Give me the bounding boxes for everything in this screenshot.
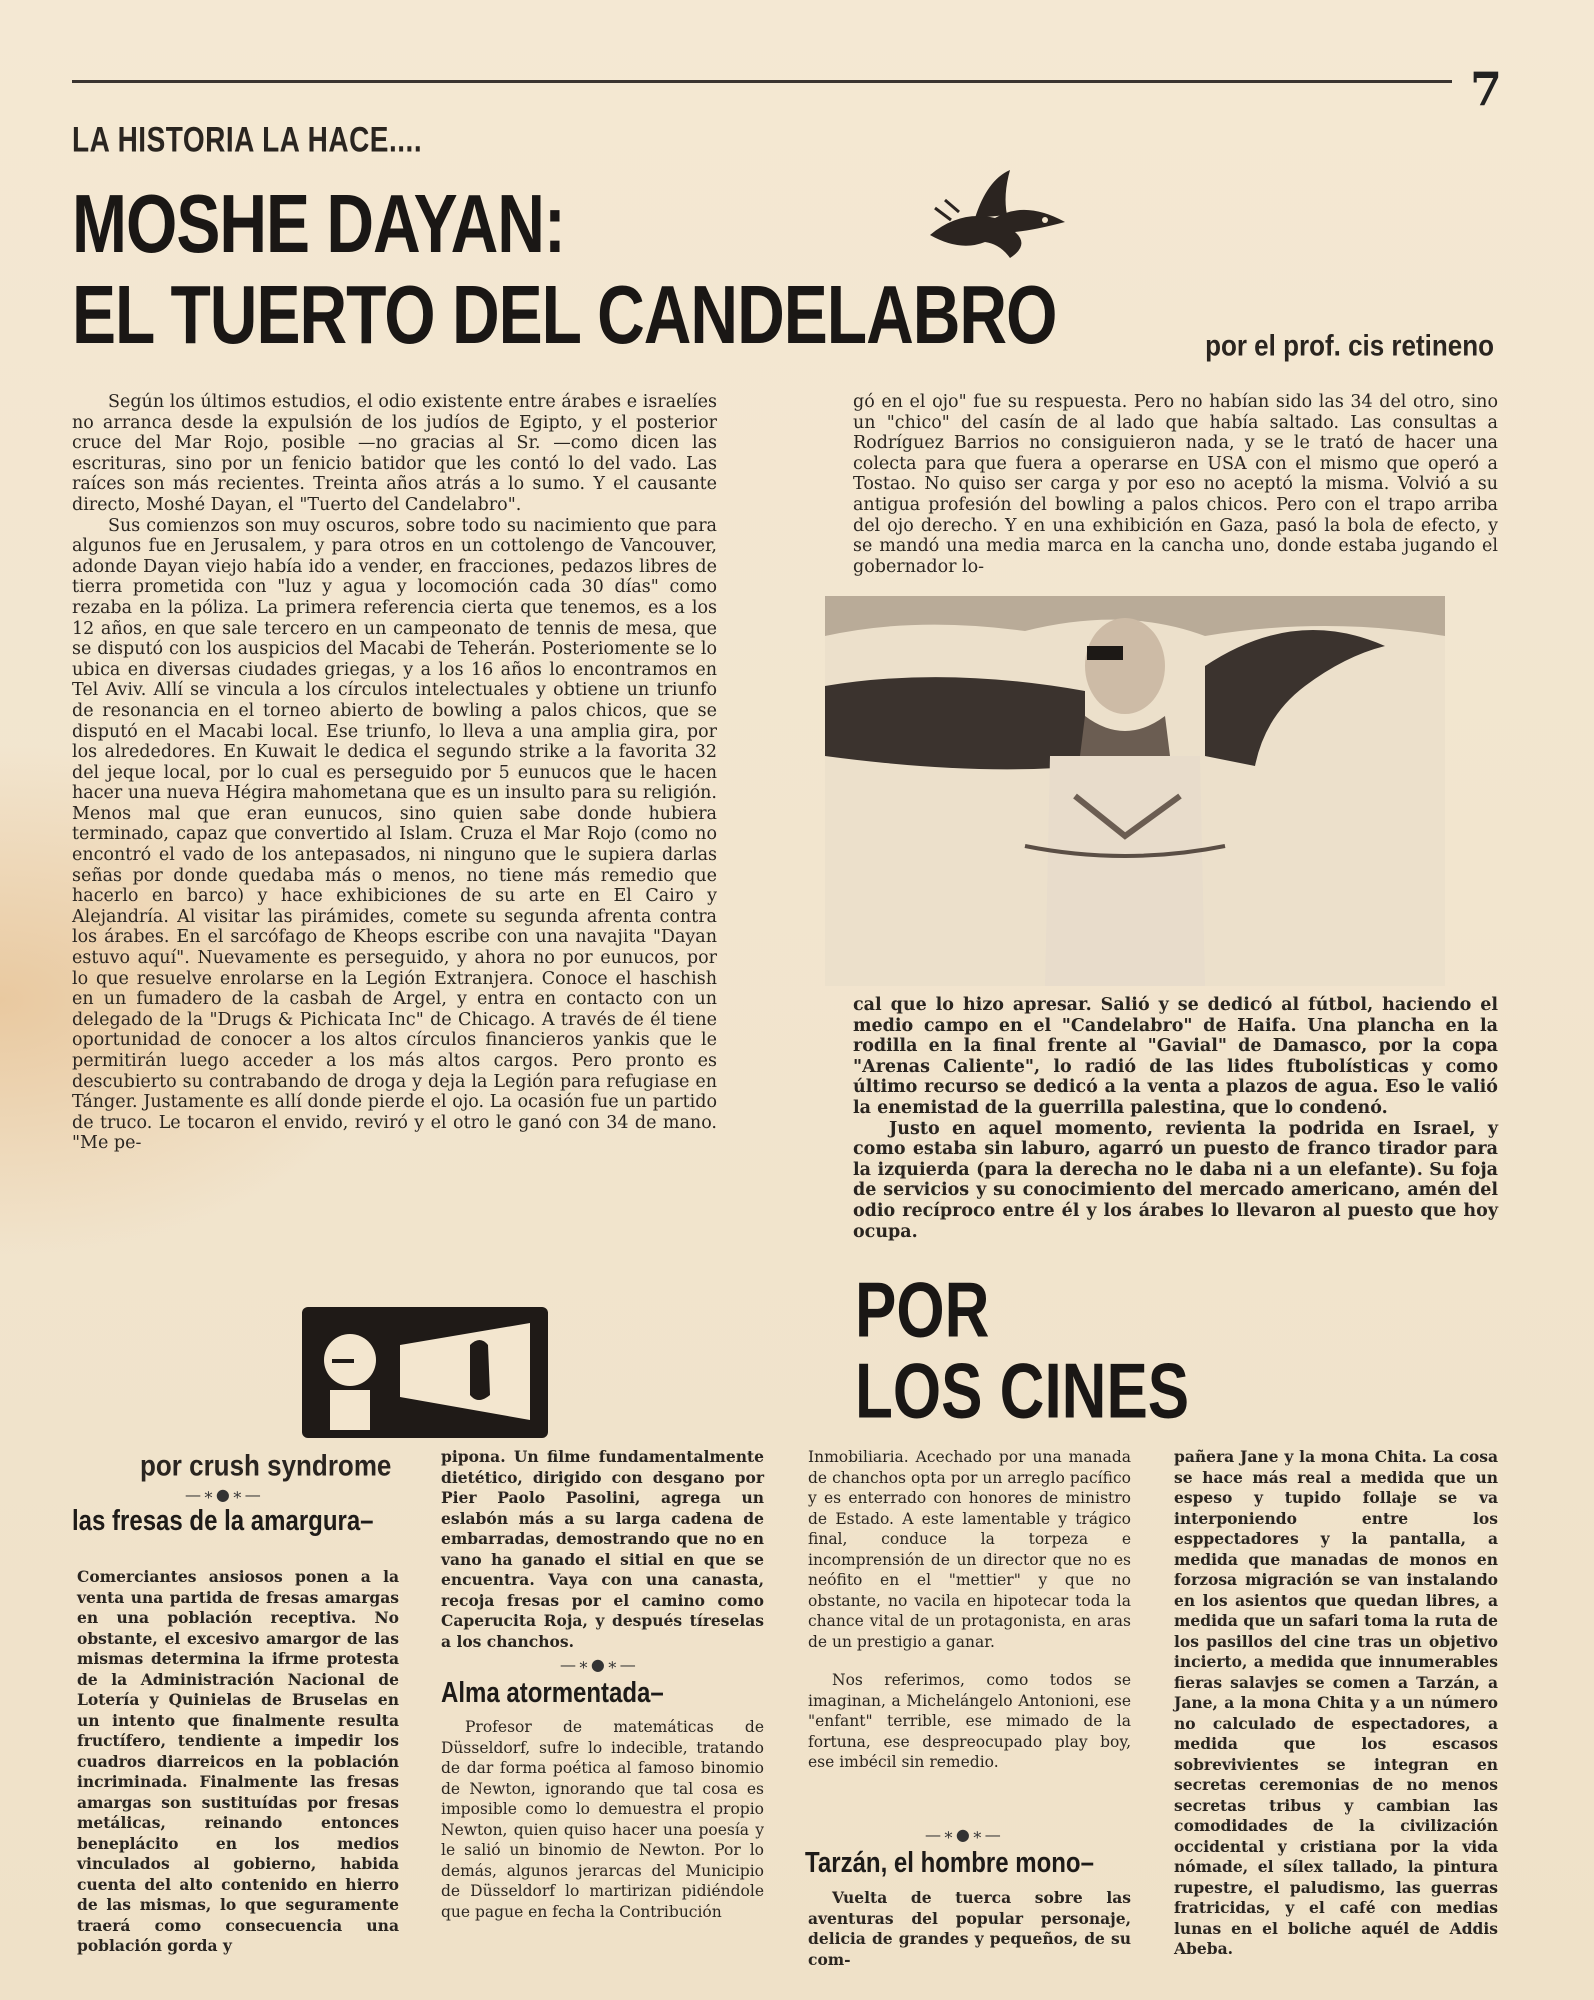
article-column-1 xyxy=(72,392,717,1154)
ornament: —∗●∗— xyxy=(185,1485,263,1504)
review-text: pañera Jane y la mona Chita. La cosa se hace más real a medida que un espeso y tupido follaje se va interponiendo entre los esppectadores y la pantalla, a medida que manadas de monos en forzosa migración se van instalando en los asientos que quedan libres, a medida que un safari toma la ruta de los pasillos del cine tras un objetivo incierto, a medida que innumerables fieras salavjes se comen a Tarzán, a Jane, a la mona Chita y a un número no calculado de espectadores, a medida que los escasos sobrevivientes se integran en secretas ceremonias de no menos secretas tribus y cambian las comodidades de la civilización occidental y cristiana por la vida nómade, el sílex tallado, la pintura rupestre, el paludismo, las guerras fratricidas, y el café con medias lunas en el boliche aquél de Addis Abeba. xyxy=(1174,1447,1498,1958)
article-paragraph: cal que lo hizo apresar. Salió y se dedicó al fútbol, haciendo el medio campo en el "Candelabro" de Haifa. Una plancha en la rodilla en la final frente al "Gavial" de Damasco, por la copa "Arenas Caliente", lo radió de las lides ftubolísticas y como último recurso se dedicó a la venta a plazos de agua. Eso le valió la enemistad de la guerrilla palestina, que lo condenó. xyxy=(853,995,1498,1118)
byline: por el prof. cis retineno xyxy=(1205,328,1494,363)
review-column-1 xyxy=(77,1567,399,1957)
ornament: —∗●∗— xyxy=(925,1825,1003,1844)
review-text: Profesor de matemáticas de Düsseldorf, sufre lo indecible, tratando de dar forma poética al famoso binomio de Newton, ignorando que tal cosa es imposible como lo demuestra el propio Newton, quien quiso hacer una poesía y le salió un binomio de Newton. Por lo demás, algunos jerarcas del Municipio de Düsseldorf lo martirizan pidiéndole que pague en fecha la Contribución xyxy=(441,1718,764,1921)
film-projector-icon xyxy=(300,1305,550,1440)
review-heading-tarzan: Tarzán, el hombre mono– xyxy=(805,1847,1094,1880)
cines-byline: por crush syndrome xyxy=(140,1448,392,1483)
review-column-2-bottom xyxy=(441,1717,764,1922)
review-text: Inmobiliaria. Acechado por una manada de chanchos opta por un arreglo pacífico y es enterrado con honores de ministro de Estado. A este lamentable y trágico final, conduce la torpeza e incomprensión de un director que no es neófito en el "mettier" y que no obstante, no vacila en hipotecar toda la chance vital de un protagonista, en aras de un prestigio a ganar. xyxy=(808,1448,1131,1651)
bird-illustration xyxy=(915,160,1075,270)
review-heading-alma: Alma atormentada– xyxy=(441,1677,664,1710)
cines-title-line-2: LOS CINES xyxy=(855,1348,1190,1436)
page-number: 7 xyxy=(1470,62,1503,116)
cines-title-line-1: POR xyxy=(855,1267,990,1354)
review-column-4 xyxy=(1174,1447,1498,1960)
article-paragraph: Según los últimos estudios, el odio existente entre árabes e israelíes no arranca desde la expulsión de los judíos de Egipto, y el posterior cruce del Mar Rojo, posible —no gracias al Sr. —como dicen las escrituras, sino por un fenicio batidor que les contó lo del vado. Las raíces son más recientes. Treinta años atrás a lo sumo. Y el causante directo, Moshé Dayan, el "Tuerto del Candelabro". xyxy=(72,392,717,515)
review-column-3-bottom xyxy=(808,1888,1131,1970)
kicker: LA HISTORIA LA HACE.... xyxy=(72,120,423,159)
review-text: Comerciantes ansiosos ponen a la venta una partida de fresas amargas en una población receptiva. No obstante, el excesivo amargor de las mismas determina la ifrme protesta de la Administración Nacional de Lotería y Quinielas de Bruselas en un intento que finalmente resulta fructífero, tendiente a impedir los cuadros diarreicos en la población incriminada. Finalmente las fresas amargas son sustituídas por fresas metálicas, reinando entonces beneplácito en los medios vinculados al gobierno, habida cuenta del alto contenido en hierro de las mismas, lo que seguramente traerá como consecuencia una población gorda y xyxy=(77,1567,399,1955)
headline-line-2: EL TUERTO DEL CANDELABRO xyxy=(72,267,1057,360)
article-column-2-bottom xyxy=(853,995,1498,1242)
review-column-2-top xyxy=(441,1447,764,1652)
review-text: pipona. Un filme fundamentalmente dietético, dirigido con desgano por Pier Paolo Pasolini, agrega un eslabón más a su larga cadena de embarradas, demostrando que no en vano ha ganado el sitial en que se encuentra. Vaya con una canasta, recoja fresas por el camino como Caperucita Roja, y después tíreselas a los chanchos. xyxy=(441,1447,764,1651)
article-column-2-top xyxy=(853,392,1498,577)
review-text: Vuelta de tuerca sobre las aventuras del popular personaje, delicia de grandes y pequeños, de su com- xyxy=(808,1888,1131,1969)
review-text: Nos referimos, como todos se imaginan, a Michelángelo Antonioni, ese "enfant" terrible, ese mimado de la fortuna, ese despreocupado play boy, ese imbécil sin remedio. xyxy=(808,1671,1131,1771)
article-paragraph: Sus comienzos son muy oscuros, sobre todo su nacimiento que para algunos fue en Jerusalem, y para otros en un cottolengo de Vancouver, adonde Dayan viejo había ido a vender, en fracciones, pedazos libres de tierra prometida con "luz y agua y locomoción cada 30 días" como rezaba en la póliza. La primera referencia cierta que tenemos, es a los 12 años, en que sale tercero en un campeonato de tennis de mesa, que se disputó con los auspicios del Macabi de Teherán. Posteriomente se lo ubica en diversas ciudades griegas, y a los 16 años lo encontramos en Tel Aviv. Allí se vincula a los círculos intelectuales y obtiene un triunfo de resonancia en el torneo abierto de bowling a palos chicos, que se disputó en el Macabi local. Ese triunfo, lo lleva a una amplia gira, por los alrededores. En Kuwait le dedica el segundo strike a la favorita 32 del jeque local, por lo cual es perseguido por 5 eunucos que le hacen hacer una nueva Hégira mahometana que es un insulto para su religión. Menos mal que eran eunucos, sino quien sabe donde hubiera terminado, capaz que convertido al Islam. Cruza el Mar Rojo (como no encontró el vado de los antepasados, ni ninguno que le supiera darlas señas por donde quedaba más o menos, no tiene más remedio que hacerlo en barco) y hace exhibiciones de su arte en El Cairo y Alejandría. Al visitar las pirámides, comete su segunda afrenta contra los árabes. En el sarcófago de Kheops escribe con una navajita "Dayan estuvo aquí". Nuevamente es perseguido, y ahora no por eunucos, por lo que resuelve enrolarse en la Legión Extranjera. Conoce el haschish en un fumadero de la casbah de Argel, y entra en contacto con un delegado de la "Drugs & Pichicata Inc" de Chicago. A través de él tiene oportunidad de conocer a los altos círculos financieros yankis que le permitirán luego acceder a los más altos cargos. Pero pronto es descubierto su contrabando de droga y deja la Legión para refugiase en Tánger. Justamente es allí donde pierde el ojo. La ocasión fue un partido de truco. Le tocaron el envido, reviró y el otro le ganó con 34 de mano. "Me pe- xyxy=(72,515,717,1154)
review-heading-fresas: las fresas de la amargura– xyxy=(72,1505,374,1538)
article-paragraph: gó en el ojo" fue su respuesta. Pero no habían sido las 34 del otro, sino un "chico" del casín de al lado que había saltado. Las consultas a Rodríguez Barrios no consiguieron nada, y se le trató de hacer una colecta para que fuera a operarse en USA con el mismo que operó a Tostao. No quiso ser carga y por eso no aceptó la misma. Volvió a su antigua profesión del bowling a palos chicos. Pero con el trapo arriba del ojo derecho. Y en una exhibición en Gaza, pasó la bola de efecto, y se mandó una media marca en la cancha uno, donde estaba jugando el gobernador lo- xyxy=(853,392,1498,577)
headline-line-1: MOSHE DAYAN: xyxy=(72,176,565,270)
ornament: —∗●∗— xyxy=(560,1655,638,1674)
top-rule xyxy=(72,80,1452,83)
moshe-dayan-photo xyxy=(825,596,1445,986)
article-paragraph: Justo en aquel momento, revienta la podrida en Israel, y como estaba sin laburo, agarró un puesto de franco tirador para la izquierda (para la derecha no le daba ni a un elefante). Su foja de servicios y su conocimiento del mercado americano, amén del odio recíproco entre él y los árabes lo llevaron al puesto que hoy ocupa. xyxy=(853,1118,1498,1242)
cines-title xyxy=(855,1267,1190,1436)
review-column-3-top xyxy=(808,1447,1131,1773)
headline xyxy=(72,178,1056,359)
